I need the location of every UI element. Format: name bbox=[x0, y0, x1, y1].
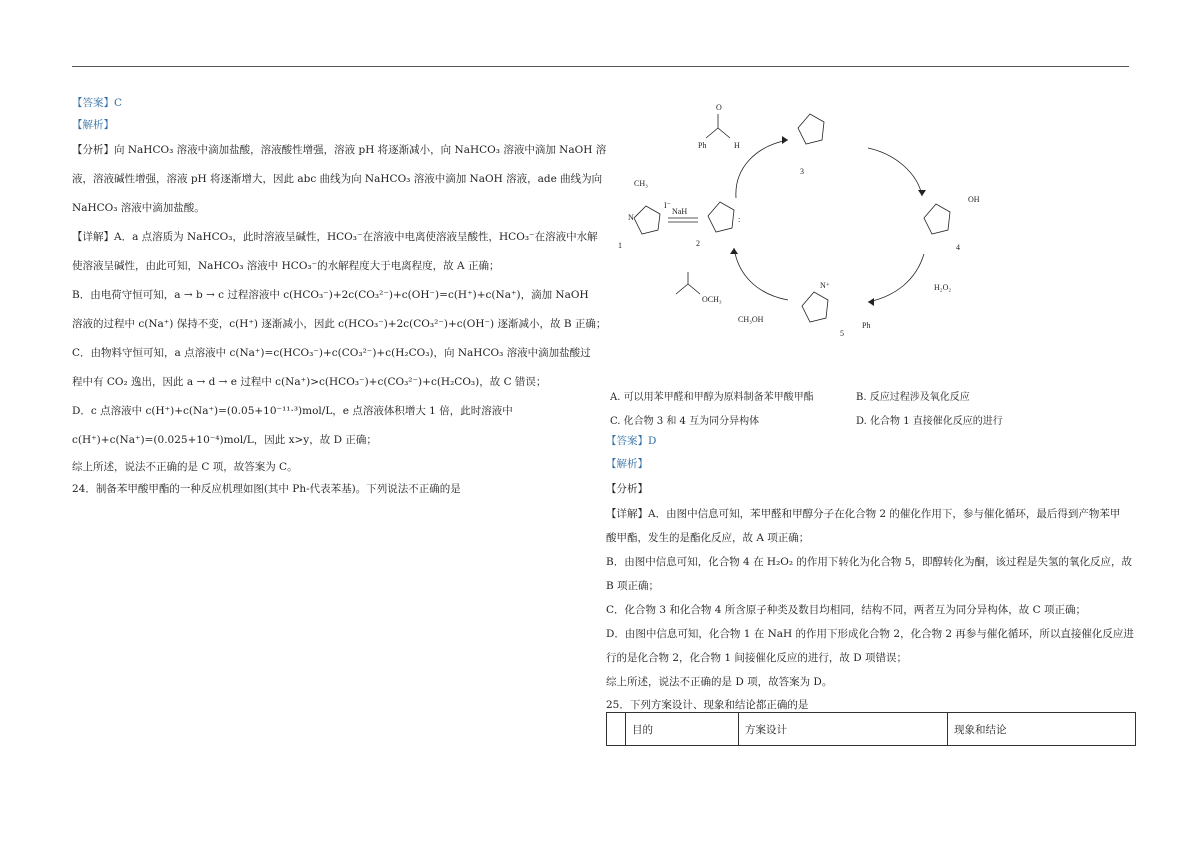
header-rule bbox=[72, 66, 1129, 67]
right-line-4: B 项正确； bbox=[606, 580, 660, 592]
analysis-label: 【解析】 bbox=[72, 119, 114, 131]
option-d: D. 化合物 1 直接催化反应的进行 bbox=[856, 416, 1003, 427]
scheme-label-n: N bbox=[628, 213, 634, 222]
left-line-10: c(H⁺)+c(Na⁺)=(0.025+10⁻⁴)mol/L，因此 x>y，故 D 正确； bbox=[72, 434, 377, 446]
table-header-purpose: 目的 bbox=[626, 713, 739, 745]
right-line-7: 行的是化合物 2，化合物 1 间接催化反应的进行，故 D 项错误； bbox=[606, 652, 907, 664]
arrow-4-to-5 bbox=[868, 254, 924, 302]
reagent-nah: NaH bbox=[672, 207, 688, 216]
compound-3-ring bbox=[798, 114, 824, 144]
compound-5-ring bbox=[802, 292, 828, 322]
scheme-label-h: H bbox=[734, 141, 740, 150]
scheme-label-och3: OCH₃ bbox=[702, 295, 722, 304]
left-line-11: 综上所述，说法不正确的是 C 项，故答案为 C。 bbox=[72, 461, 298, 473]
scheme-label-ph-5: Ph bbox=[862, 321, 871, 330]
answer-label: 【答案】 bbox=[606, 435, 648, 447]
answer-label: 【答案】 bbox=[72, 97, 114, 109]
compound-4-ring bbox=[924, 204, 950, 234]
question-25: 25．下列方案设计、现象和结论都正确的是 bbox=[606, 699, 809, 711]
compound-5-number: 5 bbox=[840, 329, 844, 338]
left-line-0: 【分析】向 NaHCO₃ 溶液中滴加盐酸，溶液酸性增强，溶液 pH 将逐渐减小，向 NaHCO₃ 溶液中滴加 NaOH 溶 bbox=[72, 144, 607, 156]
question-24: 24．制备苯甲酸甲酯的一种反应机理如图(其中 Ph-代表苯基)。下列说法不正确的是 bbox=[72, 483, 461, 495]
arrow-3-to-4 bbox=[868, 148, 922, 196]
table-header-blank bbox=[607, 713, 626, 745]
option-b: B. 反应过程涉及氧化反应 bbox=[856, 392, 970, 403]
compound-4-number: 4 bbox=[956, 243, 960, 252]
arrowhead-icon bbox=[730, 248, 738, 254]
arrowhead-icon bbox=[918, 190, 926, 196]
arrowhead-icon bbox=[782, 136, 788, 144]
left-line-3: 【详解】A．a 点溶质为 NaHCO₃，此时溶液呈碱性，HCO₃⁻在溶液中电离使溶液呈酸性，HCO₃⁻在溶液中水解 bbox=[72, 231, 598, 243]
left-column bbox=[72, 92, 607, 499]
compound-1-number: 1 bbox=[618, 241, 622, 250]
arrowhead-icon bbox=[868, 298, 874, 306]
right-line-8: 综上所述，说法不正确的是 D 项，故答案为 D。 bbox=[606, 676, 833, 688]
compound-1-ring bbox=[634, 206, 660, 234]
right-line-1: 【详解】A．由图中信息可知，苯甲醛和甲醇分子在化合物 2 的催化作用下，参与催化循环，最后得到产物苯甲 bbox=[606, 508, 1121, 520]
scheme-label-iodide: I⁻ bbox=[664, 201, 671, 210]
answer-value: C bbox=[114, 97, 123, 109]
reaction-mechanism-diagram bbox=[606, 88, 1026, 388]
reagent-ch3oh: CH₃OH bbox=[738, 315, 764, 324]
reagent-h2o2: H₂O₂ bbox=[934, 283, 952, 292]
right-line-5: C．化合物 3 和化合物 4 所含原子种类及数目均相同，结构不同，两者互为同分异构体，故 C 项正确； bbox=[606, 604, 1086, 616]
compound-2-number: 2 bbox=[696, 239, 700, 248]
left-line-2: NaHCO₃ 溶液中滴加盐酸。 bbox=[72, 202, 205, 214]
compound-2-ring bbox=[708, 202, 734, 232]
answer-value: D bbox=[648, 435, 657, 447]
scheme-label-oh: OH bbox=[968, 195, 980, 204]
right-line-6: D．由图中信息可知，化合物 1 在 NaH 的作用下形成化合物 2，化合物 2 再参与催化循环，所以直接催化反应进 bbox=[606, 628, 1134, 640]
left-line-1: 液，溶液碱性增强，溶液 pH 将逐渐增大，因此 abc 曲线为向 NaHCO₃ 溶液中滴加 NaOH 溶液，ade 曲线为向 bbox=[72, 173, 603, 185]
left-line-4: 使溶液呈碱性，由此可知，NaHCO₃ 溶液中 HCO₃⁻的水解程度大于电离程度，故 A 正确； bbox=[72, 260, 500, 272]
left-line-5: B．由电荷守恒可知，a → b → c 过程溶液中 c(HCO₃⁻)+2c(CO₃²⁻)+c(OH⁻)=c(H⁺)+c(Na⁺)，滴加 NaOH bbox=[72, 289, 589, 301]
scheme-label-ch3-1: CH₃ bbox=[634, 179, 648, 188]
benzaldehyde-bonds bbox=[706, 114, 730, 138]
left-line-8: 程中有 CO₂ 逸出，因此 a → d → e 过程中 c(Na⁺)>c(HCO₃⁻)+c(CO₃²⁻)+c(H₂CO₃)，故 C 错误； bbox=[72, 376, 547, 388]
right-column bbox=[606, 430, 1134, 716]
table-header-result: 现象和结论 bbox=[954, 723, 1007, 736]
option-c: C. 化合物 3 和 4 互为同分异构体 bbox=[610, 416, 760, 427]
left-line-9: D．c 点溶液中 c(H⁺)+c(Na⁺)=(0.05+10⁻¹¹·³)mol/L，e 点溶液体积增大 1 倍，此时溶液中 bbox=[72, 405, 513, 417]
scheme-label-carbene: : bbox=[738, 215, 741, 224]
right-line-2: 酸甲酯，发生的是酯化反应，故 A 项正确； bbox=[606, 532, 810, 544]
methyl-benzoate-bonds bbox=[676, 272, 700, 294]
compound-3-number: 3 bbox=[800, 167, 804, 176]
right-line-0: 【分析】 bbox=[606, 483, 648, 495]
scheme-label-ph: Ph bbox=[698, 141, 707, 150]
answer-line bbox=[606, 430, 1134, 452]
question-25-table bbox=[606, 712, 1136, 746]
answer-line bbox=[72, 92, 592, 114]
analysis-label: 【解析】 bbox=[606, 458, 648, 470]
scheme-label-n-plus: N⁺ bbox=[820, 281, 830, 290]
table-header-design: 方案设计 bbox=[739, 713, 948, 745]
option-a: A. 可以用苯甲醛和甲醇为原料制备苯甲酸甲酯 bbox=[610, 392, 814, 403]
left-line-6: 溶液的过程中 c(Na⁺) 保持不变，c(H⁺) 逐渐减小，因此 c(HCO₃⁻)+2c(CO₃²⁻)+c(OH⁻) 逐渐减小，故 B 正确； bbox=[72, 318, 607, 330]
left-line-7: C．由物料守恒可知，a 点溶液中 c(Na⁺)=c(HCO₃⁻)+c(CO₃²⁻)+c(H₂CO₃)，向 NaHCO₃ 溶液中滴加盐酸过 bbox=[72, 347, 591, 359]
arrow-2-to-3 bbox=[736, 140, 788, 198]
arrow-5-to-2 bbox=[734, 248, 788, 300]
right-line-3: B．由图中信息可知，化合物 4 在 H₂O₂ 的作用下转化为化合物 5，即醇转化为酮，该过程是失氢的氧化反应，故 bbox=[606, 556, 1132, 568]
equilibrium-arrow bbox=[668, 218, 698, 222]
scheme-label-o: O bbox=[716, 103, 722, 112]
